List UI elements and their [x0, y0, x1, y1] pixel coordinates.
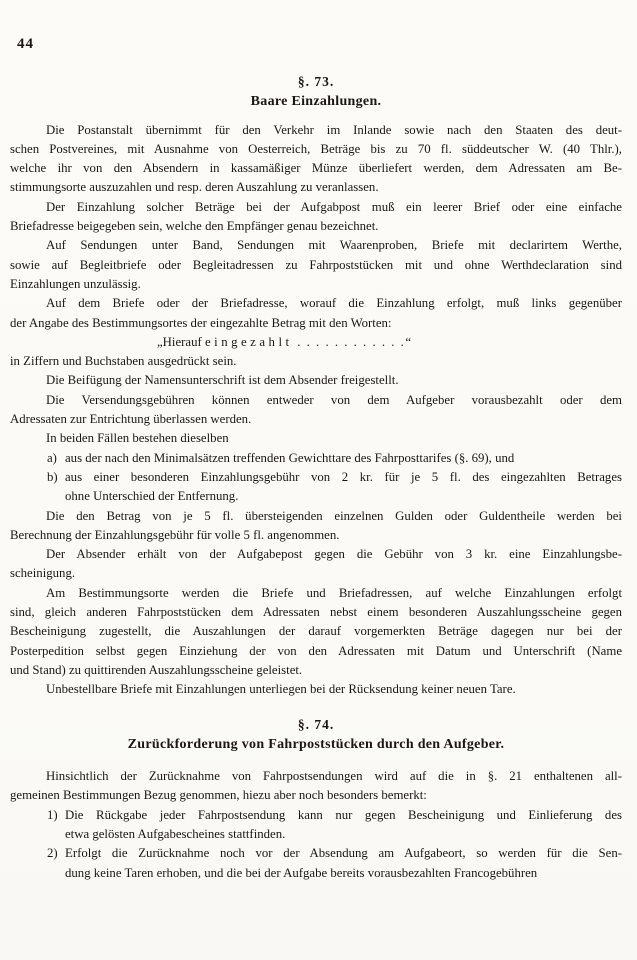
text-line: gemeinen Bestimmungen Bezug genommen, hiezu aber noch besonders bemerkt:: [10, 788, 427, 803]
text-line: welche ihr von den Absendern in kassamäßiger Münze überliefert werden, dem Adressaten am Be-: [10, 161, 622, 176]
paragraph: [10, 121, 622, 198]
text-line: sind, gleich anderen Fahrpoststücken dem Adressaten nebst einem besonderen Auszahlungsscheine gegen: [10, 605, 622, 620]
list-marker: a): [47, 450, 57, 465]
text-line: der Angabe des Bestimmungsortes der eingezahlte Betrag mit den Worten:: [10, 315, 392, 330]
text-line: sowie auf Begleitbriefe oder Begleitadressen zu Fahrpoststücken mit und ohne Werthdeclaration sind: [10, 257, 622, 272]
paragraph: [10, 352, 622, 371]
paragraph: [10, 545, 622, 584]
text-line: In beiden Fällen bestehen dieselben: [46, 431, 229, 446]
text-line: in Ziffern und Buchstaben ausgedrückt sein.: [10, 354, 237, 369]
section-title: Baare Einzahlungen.: [250, 94, 382, 110]
text-line: Die Postanstalt übernimmt für den Verkehr im Inlande sowie nach den Staaten des deut-: [46, 122, 622, 137]
text-line: stimmungsorte auszuzahlen und resp. deren Auszahlung zu veranlassen.: [10, 180, 379, 195]
text-line: Erfolgt die Zurücknahme noch vor der Absendung am Aufgabeort, so werden für die Sen-: [65, 846, 622, 861]
text-line: Am Bestimmungsorte werden die Briefe und Briefadressen, auf welche Einzahlungen erfolgt: [46, 585, 622, 600]
list-item: [10, 844, 622, 883]
text-line: etwa gelösten Aufgabescheines stattfinden.: [65, 826, 286, 841]
text-line: Hinsichtlich der Zurücknahme von Fahrpostsendungen wird auf die in §. 21 enthaltenen all-: [46, 769, 622, 784]
text-line: Der Absender erhält von der Aufgabepost gegen die Gebühr von 3 kr. eine Einzahlungsbe-: [46, 547, 622, 562]
paragraph: [10, 236, 622, 294]
list-marker: 1): [47, 807, 58, 822]
text-line: aus der nach den Minimalsätzen treffenden Gewichttare des Fahrposttarifes (§. 69), und: [65, 450, 515, 465]
section-heading: [10, 72, 622, 112]
payment-quote-line: [157, 333, 622, 352]
list-item: [10, 449, 622, 468]
paragraph: [10, 391, 622, 430]
text-line: schen Postvereines, mit Ausnahme von Oesterreich, Beträge bis zu 70 fl. süddeutscher W. (40 Thlr.),: [10, 141, 622, 156]
text-line: Unbestellbare Briefe mit Einzahlungen unterliegen bei der Rücksendung keiner neuen Tare.: [46, 682, 516, 697]
list-marker: 2): [47, 846, 58, 861]
text-line: Die Rückgabe jeder Fahrpostsendung kann nur gegen Bescheinigung und Einlieferung des: [65, 807, 622, 822]
text-line: Posterpedition selbst gegen Einziehung der von den Adressaten mit Datum und Unterschrift (Name: [10, 643, 622, 658]
text-line: Bescheinigung zugestellt, die Auszahlungen der darauf vorgemerkten Beträge dagegen nur bei der: [10, 624, 622, 639]
paragraph: [10, 294, 622, 333]
text-line: Der Einzahlung solcher Beträge bei der Aufgabpost muß ein leerer Brief oder eine einfache: [46, 199, 622, 214]
text-line: ohne Unterschied der Entfernung.: [65, 489, 239, 504]
text-content: [10, 0, 622, 883]
paragraph: [10, 371, 622, 390]
text-line: Adressaten zur Entrichtung überlassen werden.: [10, 412, 252, 427]
quote-spaced-word: eingezahlt: [204, 334, 293, 349]
list-item: [10, 806, 622, 845]
text-line: und Stand) zu quittirenden Auszahlungsscheine geleistet.: [10, 662, 303, 677]
paragraph: [10, 198, 622, 237]
section-number: §. 74.: [297, 716, 335, 732]
paragraph: [10, 680, 622, 699]
text-line: Auf Sendungen unter Band, Sendungen mit Waarenproben, Briefe mit declarirtem Werthe,: [46, 238, 622, 253]
text-line: Die Versendungsgebühren können entweder von dem Aufgeber vorausbezahlt oder dem: [46, 392, 622, 407]
text-line: Auf dem Briefe oder der Briefadresse, worauf die Einzahlung erfolgt, muß links gegenüber: [46, 296, 622, 311]
text-line: aus einer besonderen Einzahlungsgebühr von 2 kr. für je 5 fl. des eingezahlten Betrages: [65, 469, 622, 484]
text-line: Einzahlungen unzulässig.: [10, 276, 141, 291]
paragraph: [10, 767, 622, 806]
paragraph: [10, 429, 622, 448]
section-number: §. 73.: [297, 74, 335, 89]
quote-dot-leader: . . . . . . . . . . . .“: [292, 334, 413, 349]
text-line: scheinigung.: [10, 566, 76, 581]
list-item: [10, 468, 622, 507]
text-line: Berechnung der Einzahlungsgebühr für volle 5 fl. angenommen.: [10, 527, 340, 542]
text-line: Die den Betrag von je 5 fl. übersteigenden einzelnen Gulden oder Guldentheile werden bei: [46, 508, 622, 523]
text-line: Briefadresse beigegeben sein, welche den Empfänger genau bezeichnet.: [10, 219, 379, 234]
section-title: Zurückforderung von Fahrpoststücken durch den Aufgeber.: [127, 736, 505, 752]
paragraph: [10, 584, 622, 680]
section-heading: [10, 715, 622, 755]
quote-lead: „Hierauf: [157, 334, 205, 349]
paragraph: [10, 507, 622, 546]
text-line: Die Beifügung der Namensunterschrift ist dem Absender freigestellt.: [46, 373, 399, 388]
page-number: 44: [17, 36, 34, 52]
list-marker: b): [47, 469, 58, 484]
text-line: dung keine Taren erhoben, und die bei der Aufgabe bereits vorausbezahlten Francogebühren: [65, 865, 538, 880]
